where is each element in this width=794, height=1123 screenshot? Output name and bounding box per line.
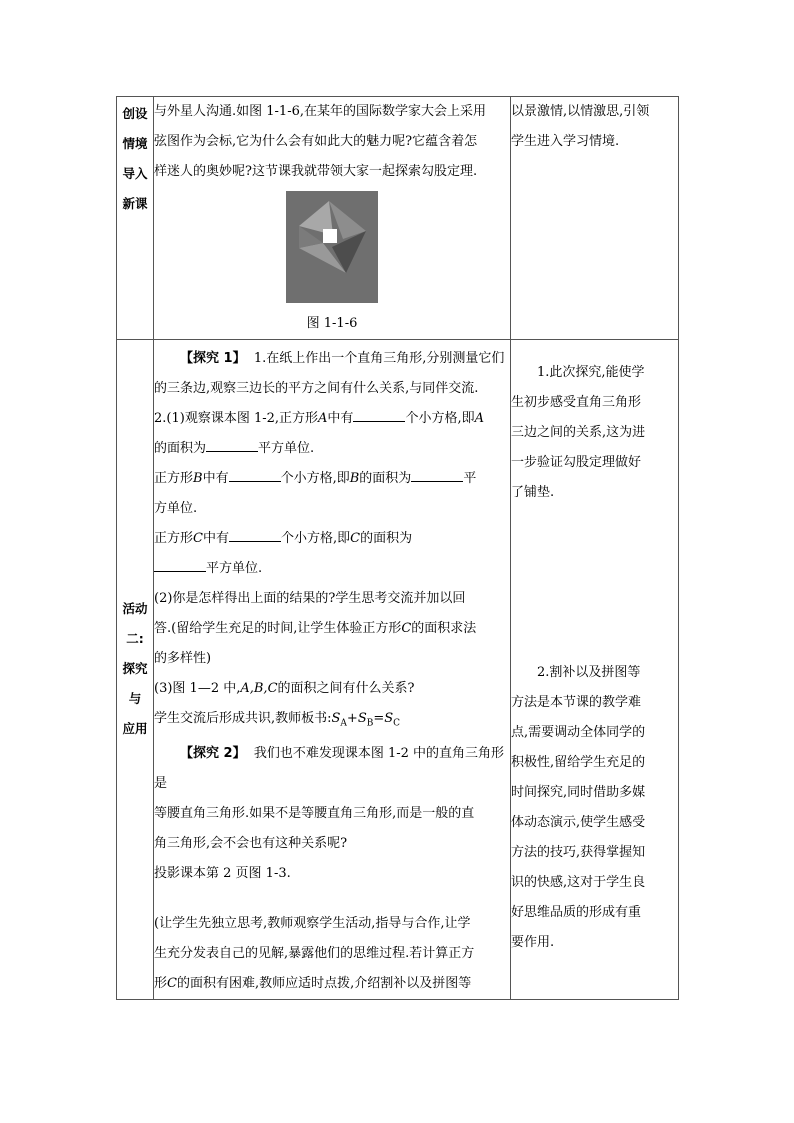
variable: B bbox=[349, 471, 360, 486]
text-run: 正方形 bbox=[154, 531, 194, 546]
table-row bbox=[117, 340, 679, 1000]
fill-blank[interactable] bbox=[229, 465, 281, 482]
text-run: 中有 bbox=[202, 471, 229, 486]
paragraph-line: 方单位. bbox=[154, 501, 198, 516]
text-run: 的面积为 bbox=[360, 531, 413, 546]
note-line: 方法是本节课的教学难 bbox=[511, 695, 642, 710]
notes-cell bbox=[511, 340, 679, 1000]
explore1-tag: 【探究 1】 bbox=[180, 351, 246, 366]
note-line: 积极性,留给学生充足的 bbox=[511, 755, 646, 770]
note-line: 生初步感受直角三角形 bbox=[511, 395, 642, 410]
fill-blank[interactable] bbox=[154, 555, 206, 572]
text-run: 个小方格,即 bbox=[280, 531, 351, 546]
variable: C bbox=[167, 975, 177, 991]
stage-label: 应用 bbox=[122, 721, 148, 737]
text-run: 的面积有困难,教师应适时点拨,介绍割补以及拼图等 bbox=[176, 975, 472, 991]
stage-label: 新课 bbox=[122, 196, 148, 211]
text-run: 个小方格,即 bbox=[280, 471, 350, 486]
variable: C bbox=[350, 531, 361, 546]
note-line: 体动态演示,使学生感受 bbox=[511, 815, 646, 830]
paragraph-line: (让学生先独立思考,教师观察学生活动,指导与合作,让学 bbox=[154, 915, 471, 931]
text-run: 的面积为 bbox=[359, 471, 412, 486]
note-line: 方法的技巧,获得掌握知 bbox=[511, 845, 646, 860]
paragraph-line: 角三角形,会不会也有这种关系呢? bbox=[154, 835, 348, 851]
stage-label: 二: bbox=[126, 631, 144, 647]
variable: C bbox=[401, 621, 412, 636]
text-run: 的面积求法 bbox=[411, 621, 477, 636]
stage-cell bbox=[117, 97, 154, 340]
pinwheel-figure bbox=[286, 191, 378, 303]
text-run: (3)图 1—2 中, bbox=[154, 681, 241, 696]
fill-blank[interactable] bbox=[353, 405, 405, 422]
text-run: 的面积为 bbox=[154, 441, 207, 456]
note-line: 识的快感,这对于学生良 bbox=[511, 875, 646, 890]
text-run: 1.在纸上作出一个直角三角形,分别测量它们 bbox=[253, 351, 505, 366]
stage-label: 情境 bbox=[122, 136, 148, 151]
note-line: 学生进入学习情境. bbox=[511, 134, 620, 149]
lesson-plan-table bbox=[116, 96, 679, 1000]
note-line: 2.割补以及拼图等 bbox=[537, 665, 641, 680]
text-run: 的面积之间有什么关系? bbox=[277, 681, 415, 696]
paragraph-line: 的三条边,观察三边长的平方之间有什么关系,与同伴交流. bbox=[154, 381, 479, 396]
text-run: 中有 bbox=[327, 411, 354, 426]
note-line: 三边之间的关系,这为进 bbox=[511, 425, 646, 440]
stage-cell bbox=[117, 340, 154, 1000]
text-run: 答.(留给学生充足的时间,让学生体验正方形 bbox=[154, 621, 402, 636]
content-cell bbox=[154, 340, 511, 1000]
stage-label: 导入 bbox=[122, 166, 148, 181]
paragraph-line: 的多样性) bbox=[154, 651, 212, 666]
note-line: 了铺垫. bbox=[511, 485, 555, 500]
paragraph-line: 弦图作为会标,它为什么会有如此大的魅力呢?它蕴含着怎 bbox=[154, 134, 478, 149]
variable: C bbox=[193, 531, 203, 546]
stage-label: 创设 bbox=[122, 106, 148, 121]
fill-blank[interactable] bbox=[206, 435, 258, 452]
text-run: 正方形 bbox=[154, 471, 194, 486]
text-run: 形 bbox=[154, 975, 168, 991]
paragraph-line: (2)你是怎样得出上面的结果的?学生思考交流并加以回 bbox=[154, 591, 466, 606]
figure-caption: 图 1-1-6 bbox=[306, 316, 358, 331]
note-line: 好思维品质的形成有重 bbox=[511, 905, 642, 920]
note-line: 点,需要调动全体同学的 bbox=[511, 725, 646, 740]
text-run: 平方单位. bbox=[258, 441, 315, 456]
paragraph-line: 等腰直角三角形.如果不是等腰直角三角形,而是一般的直 bbox=[154, 805, 475, 821]
table-row bbox=[117, 97, 679, 340]
fill-blank[interactable] bbox=[229, 525, 281, 542]
stage-label: 与 bbox=[128, 691, 142, 707]
notes-cell bbox=[511, 97, 679, 340]
paragraph-line: 投影课本第 2 页图 1-3. bbox=[154, 865, 291, 881]
paragraph-line: 与外星人沟通.如图 1-1-6,在某年的国际数学家大会上采用 bbox=[154, 104, 486, 119]
paragraph-line: 生充分发表自己的见解,暴露他们的思维过程.若计算正方 bbox=[154, 945, 475, 961]
note-line: 以景激情,以情激思,引领 bbox=[511, 104, 650, 119]
text-run: 2.(1)观察课本图 1-2,正方形 bbox=[154, 411, 319, 426]
text-run: 平 bbox=[463, 471, 477, 486]
variable: A bbox=[474, 411, 484, 426]
note-line: 1.此次探究,能使学 bbox=[537, 365, 645, 380]
stage-label: 探究 bbox=[122, 661, 148, 677]
explore2-tag: 【探究 2】 bbox=[180, 745, 246, 761]
variable: B bbox=[193, 471, 203, 486]
note-line: 要作用. bbox=[511, 935, 555, 950]
area-formula: $S_A+S_B=S_C$ bbox=[331, 711, 401, 729]
text-run: 我们也不难发现课本图 1-2 中的直角三角形是 bbox=[154, 745, 505, 791]
stage-label: 活动 bbox=[122, 601, 148, 617]
variable: A,B,C bbox=[240, 681, 278, 696]
text-run: 学生交流后形成共识,教师板书: bbox=[154, 711, 332, 726]
paragraph-line: 样迷人的奥妙呢?这节课我就带领大家一起探索勾股定理. bbox=[154, 164, 478, 179]
fill-blank[interactable] bbox=[411, 465, 463, 482]
note-line: 一步验证勾股定理做好 bbox=[511, 455, 642, 470]
note-line: 时间探究,同时借助多媒 bbox=[511, 785, 646, 800]
text-run: 中有 bbox=[202, 531, 229, 546]
text-run: 平方单位. bbox=[206, 561, 263, 576]
variable: A bbox=[318, 411, 328, 426]
text-run: 个小方格,即 bbox=[405, 411, 475, 426]
content-cell bbox=[154, 97, 511, 340]
